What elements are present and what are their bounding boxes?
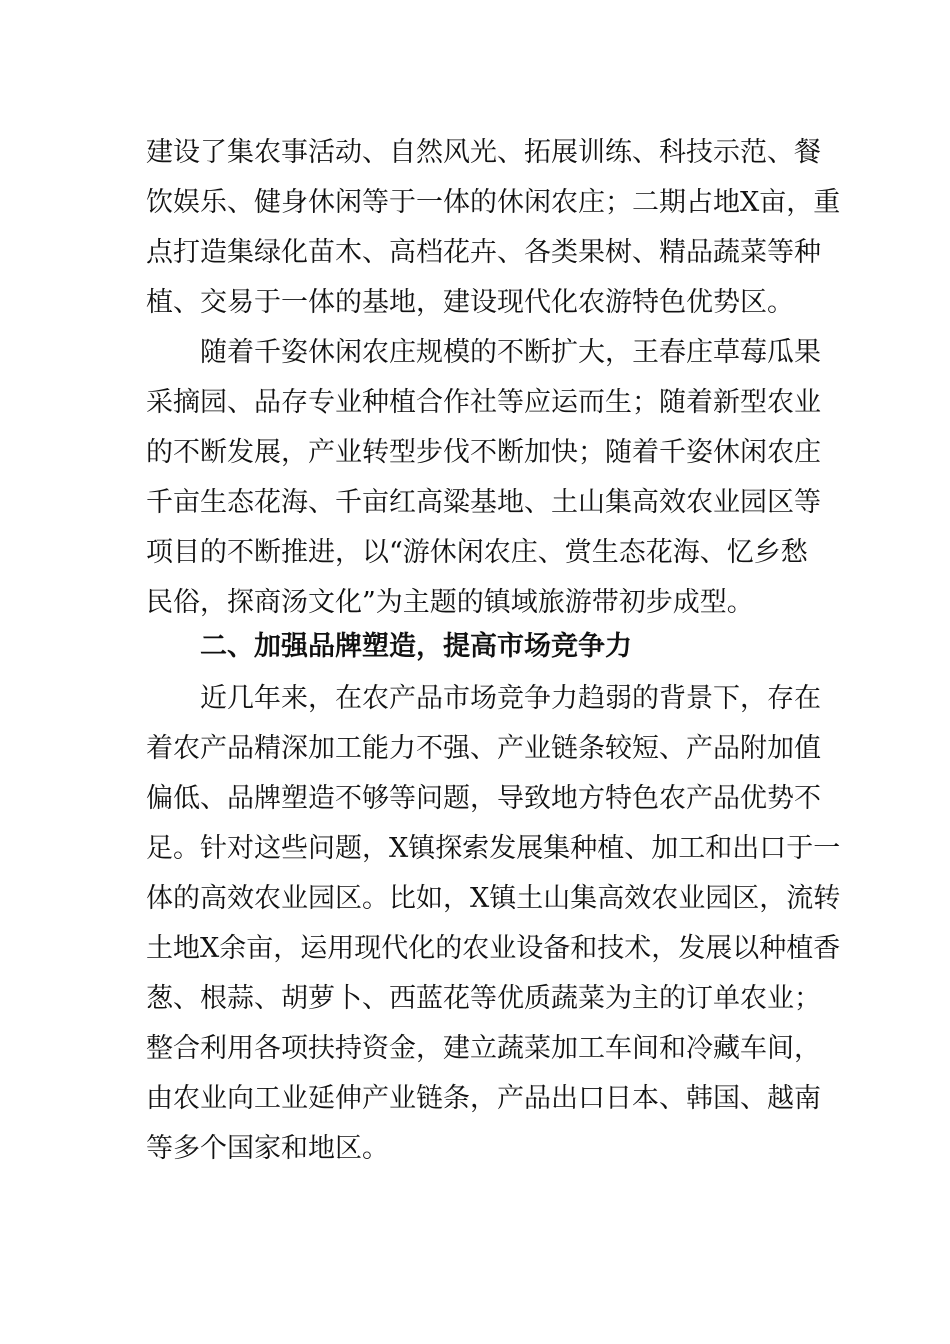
- paragraph-first-line: 随着千姿休闲农庄规模的不断扩大，王春庄草莓瓜果: [200, 337, 821, 368]
- section-heading: 二、加强品牌塑造，提高市场竞争力: [200, 631, 632, 662]
- text-line: 点打造集绿化苗木、高档花卉、各类果树、精品蔬菜等种: [146, 237, 821, 268]
- text-line: 体的高效农业园区。比如，X镇土山集高效农业园区，流转: [146, 883, 841, 914]
- text-line: 建设了集农事活动、自然风光、拓展训练、科技示范、餐: [146, 137, 821, 168]
- text-line: 饮娱乐、健身休闲等于一体的休闲农庄；二期占地X亩，重: [146, 187, 841, 218]
- text-line: 千亩生态花海、千亩红高粱基地、土山集高效农业园区等: [146, 487, 821, 518]
- text-line: 的不断发展，产业转型步伐不断加快；随着千姿休闲农庄: [146, 437, 821, 468]
- text-line: 项目的不断推进，以“游休闲农庄、赏生态花海、忆乡愁: [146, 537, 808, 568]
- text-line: 足。针对这些问题，X镇探索发展集种植、加工和出口于一: [146, 833, 841, 864]
- text-line: 偏低、品牌塑造不够等问题，导致地方特色农产品优势不: [146, 783, 821, 814]
- text-line: 着农产品精深加工能力不强、产业链条较短、产品附加值: [146, 733, 821, 764]
- text-line: 植、交易于一体的基地，建设现代化农游特色优势区。: [146, 287, 794, 318]
- text-line: 整合利用各项扶持资金，建立蔬菜加工车间和冷藏车间，: [146, 1033, 821, 1064]
- text-line: 葱、根蒜、胡萝卜、西蓝花等优质蔬菜为主的订单农业；: [146, 983, 821, 1014]
- paragraph-first-line: 近几年来，在农产品市场竞争力趋弱的背景下，存在: [200, 683, 821, 714]
- text-line: 由农业向工业延伸产业链条，产品出口日本、韩国、越南: [146, 1083, 821, 1114]
- text-line: 土地X余亩，运用现代化的农业设备和技术，发展以种植香: [146, 933, 841, 964]
- text-line: 采摘园、品存专业种植合作社等应运而生；随着新型农业: [146, 387, 821, 418]
- text-line: 等多个国家和地区。: [146, 1133, 389, 1164]
- text-line: 民俗，探商汤文化”为主题的镇域旅游带初步成型。: [146, 587, 754, 618]
